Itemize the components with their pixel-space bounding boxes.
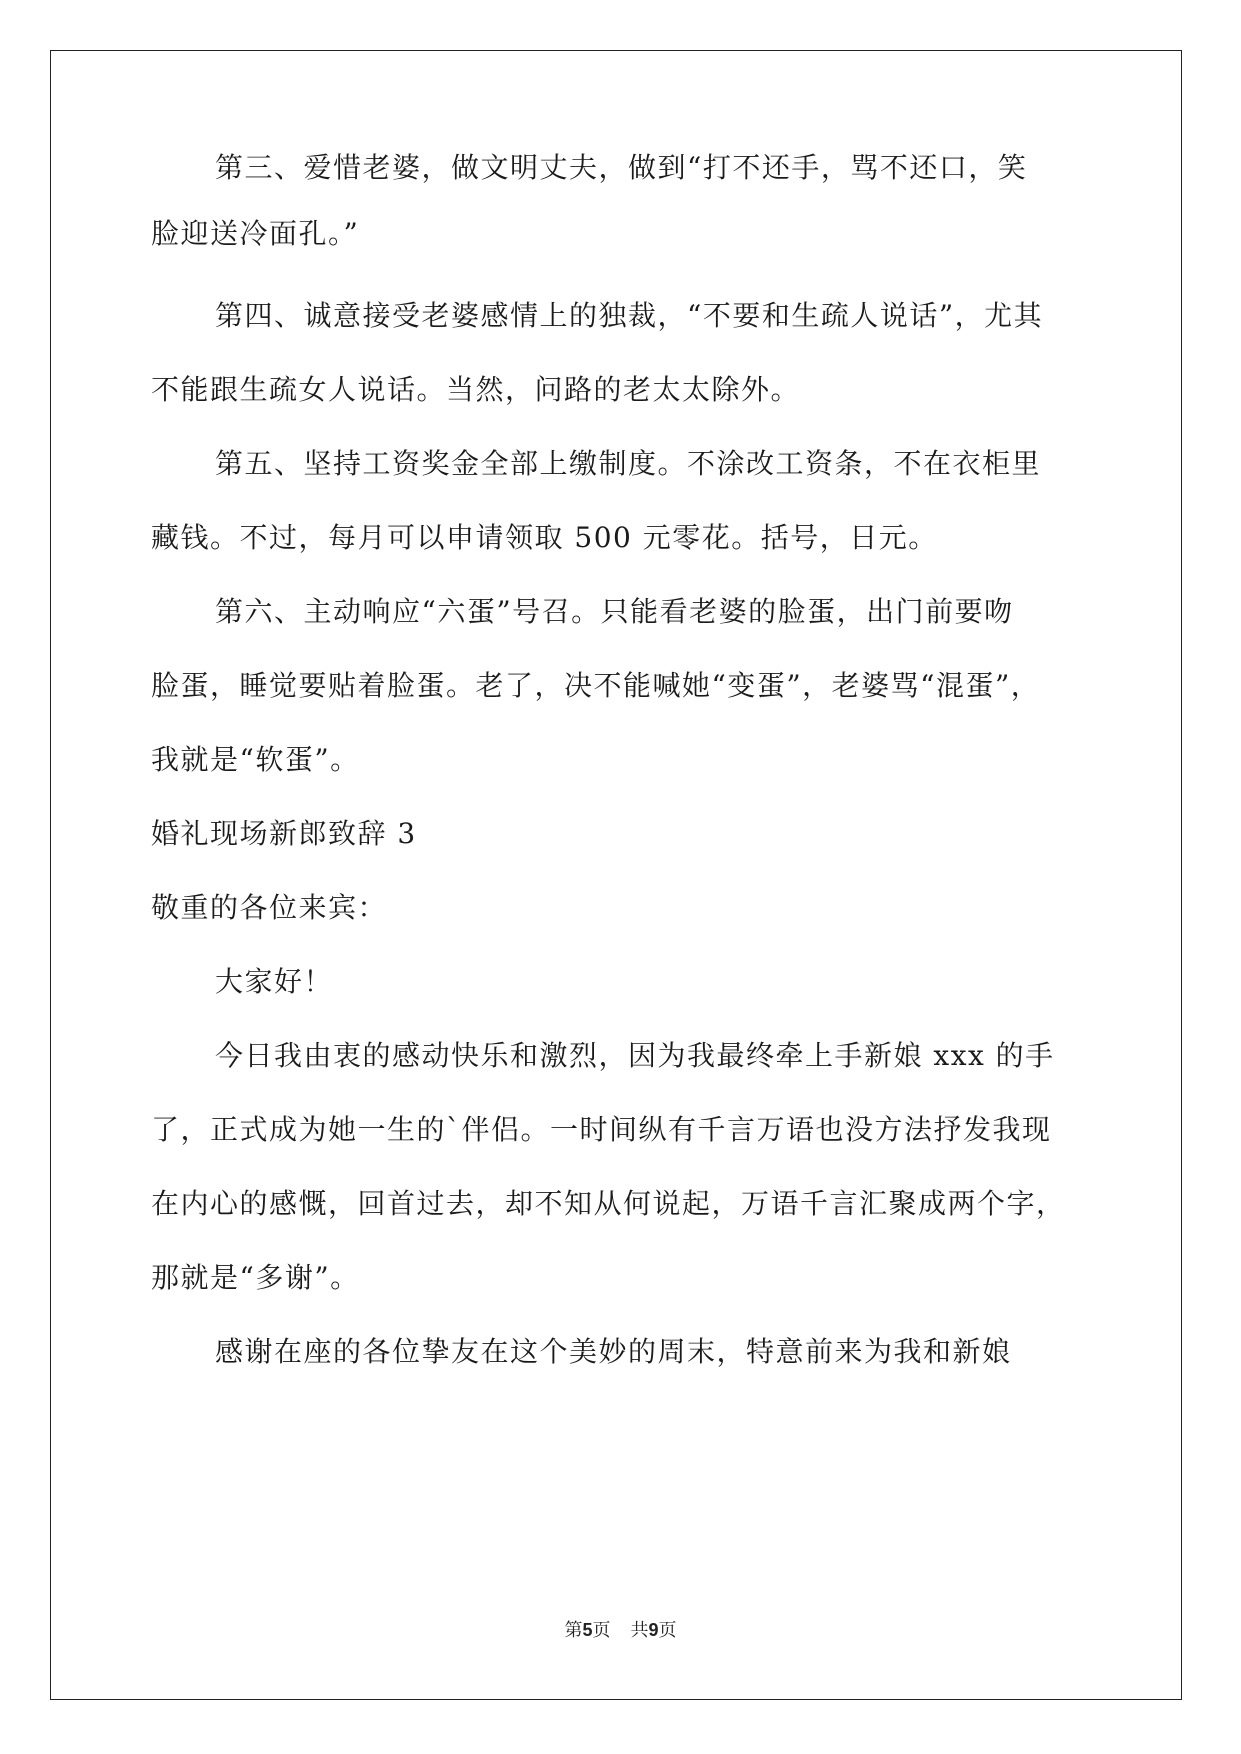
paragraph-line: 第三、爱惜老婆，做文明丈夫，做到“打不还手，骂不还口，笑 [215,151,1028,184]
paragraph-line: 第六、主动响应“六蛋”号召。只能看老婆的脸蛋，出门前要吻 [215,595,1014,628]
paragraph-line: 那就是“多谢”。 [151,1261,360,1294]
paragraph-line: 感谢在座的各位挚友在这个美妙的周末，特意前来为我和新娘 [215,1335,1012,1368]
paragraph-line: 脸蛋，睡觉要贴着脸蛋。老了，决不能喊她“变蛋”，老婆骂“混蛋”， [151,669,1041,702]
page-suffix: 页 [592,1620,611,1641]
page-prefix: 第 [564,1620,583,1641]
paragraph-line: 我就是“软蛋”。 [151,743,360,776]
paragraph-line: 脸迎送冷面孔。” [151,217,360,250]
salutation: 敬重的各位来宾： [151,891,388,924]
paragraph-line: 第四、诚意接受老婆感情上的独裁，“不要和生疏人说话”，尤其 [215,299,1044,332]
total-prefix: 共 [630,1620,649,1641]
paragraph-line: 今日我由衷的感动快乐和激烈，因为我最终牵上手新娘 xxx 的手 [215,1039,1055,1072]
greeting: 大家好！ [215,965,334,998]
paragraph-line: 了，正式成为她一生的`伴侣。一时间纵有千言万语也没方法抒发我现 [151,1113,1052,1146]
paragraph-line: 不能跟生疏女人说话。当然，问路的老太太除外。 [151,373,801,406]
paragraph-line: 在内心的感慨，回首过去，却不知从何说起，万语千言汇聚成两个字， [151,1187,1066,1220]
page-total: 9 [648,1620,659,1640]
page-current: 5 [582,1620,593,1640]
section-heading: 婚礼现场新郎致辞 3 [151,817,417,850]
page-border [50,50,1182,1700]
page-footer [0,1619,1241,1642]
paragraph-line: 藏钱。不过，每月可以申请领取 500 元零花。括号，日元。 [151,521,938,554]
total-suffix: 页 [658,1620,677,1641]
paragraph-line: 第五、坚持工资奖金全部上缴制度。不涂改工资条，不在衣柜里 [215,447,1042,480]
